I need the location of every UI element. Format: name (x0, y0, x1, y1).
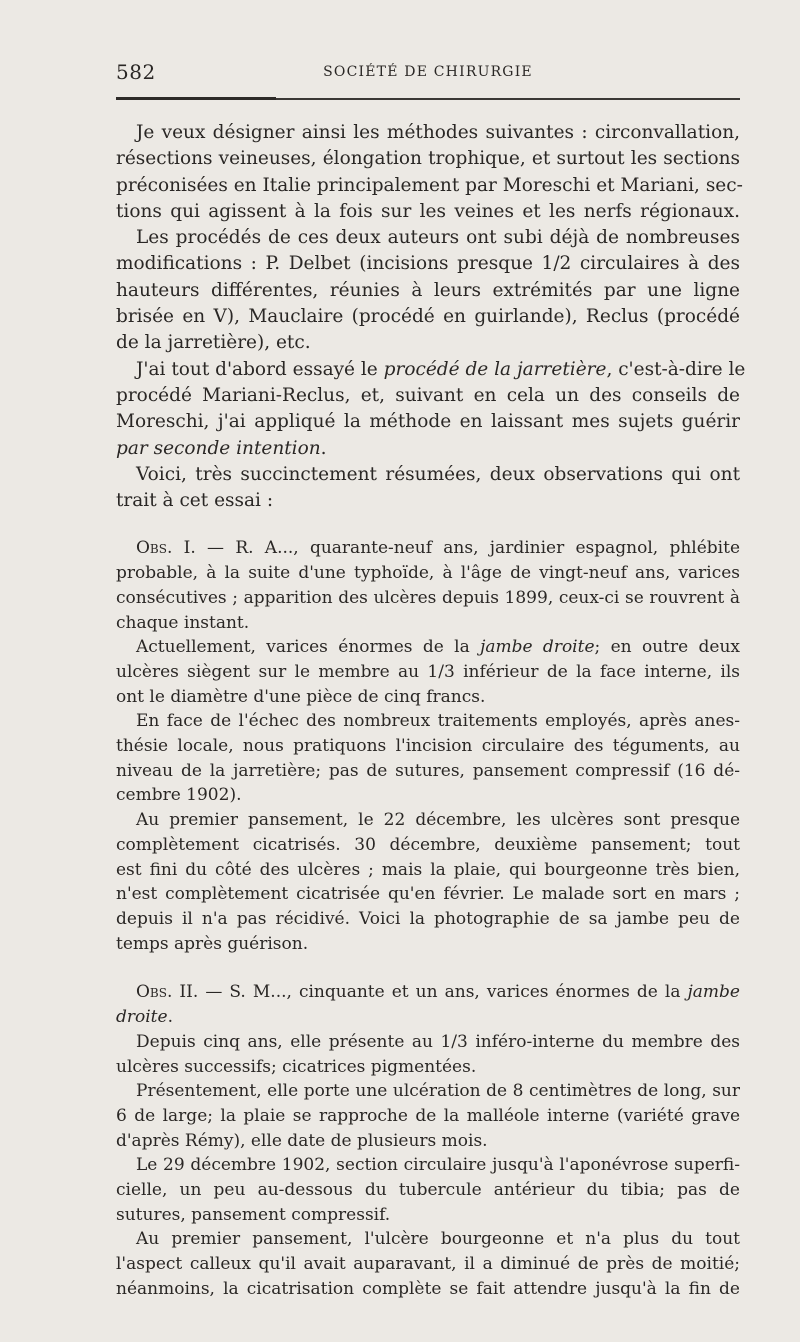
paragraph (116, 1079, 740, 1153)
text-line: Voici, très succinctement résumées, deux observations qui ont (136, 463, 740, 485)
text-run: J'ai tout d'abord essayé le (136, 358, 384, 380)
running-title: SOCIÉTÉ DE CHIRURGIE (323, 64, 533, 80)
paragraph (116, 1153, 740, 1227)
text-line: tions qui agissent à la fois sur les veines et les nerfs régionaux. (116, 200, 740, 222)
text-line: est fini du côté des ulcères ; mais la plaie, qui bourgeonne très bien, (116, 859, 740, 880)
text-line: Les procédés de ces deux auteurs ont subi déjà de nombreuses (136, 227, 740, 249)
text-line: l'aspect calleux qu'il avait auparavant, il a diminué de près de moitié; (116, 1254, 740, 1275)
text-line: consécutives ; apparition des ulcères depuis 1899, ceux-ci se rouvrent à (116, 587, 740, 608)
text-line: ulcères siègent sur le membre au 1/3 inférieur de la face interne, ils (116, 661, 740, 682)
italic-text: droite (116, 1007, 168, 1028)
text-line: d'après Rémy), elle date de plusieurs mois. (116, 1130, 488, 1151)
observation-2 (116, 980, 740, 1301)
text-run: . (167, 1007, 173, 1028)
header-rule (116, 98, 740, 100)
text-line: n'est complètement cicatrisée qu'en février. Le malade sort en mars ; (116, 884, 740, 905)
text-line: En face de l'échec des nombreux traitements employés, après anes- (136, 711, 740, 732)
paragraph (116, 709, 740, 808)
italic-text: jambe droite (480, 637, 595, 658)
body-text (116, 120, 746, 1302)
observation-label: Obs. II. (136, 982, 199, 1003)
text-line: depuis il n'a pas récidivé. Voici la photographie de sa jambe peu de (116, 909, 740, 929)
text-line (116, 536, 740, 561)
text-line: sutures, pansement compressif. (116, 1204, 391, 1225)
text-line: néanmoins, la cicatrisation complète se fait attendre jusqu'à la fin de (116, 1278, 740, 1299)
text-line: brisée en V), Mauclaire (procédé en guirlande), Reclus (procédé (116, 306, 740, 328)
text-line (116, 980, 740, 1005)
text-line: temps après guérison. (116, 933, 309, 954)
text-run: Actuellement, varices énormes de la (136, 637, 481, 658)
text-line: 6 de large; la plaie se rapproche de la malléole interne (variété grave (116, 1105, 740, 1126)
paragraph (116, 1030, 740, 1079)
text-line: Moreschi, j'ai appliqué la méthode en laissant mes sujets guérir (116, 411, 740, 433)
observation-1 (116, 536, 740, 956)
text-line (116, 1005, 740, 1030)
text-run: . (320, 437, 327, 459)
text-line: Le 29 décembre 1902, section circulaire jusqu'à l'aponévrose superfi- (136, 1155, 740, 1176)
text-line: hauteurs différentes, réunies à leurs extrémités par une ligne (116, 279, 740, 301)
text-line: probable, à la suite d'une typhoïde, à l'âge de vingt-neuf ans, varices (116, 563, 740, 584)
text-run: , c'est-à-dire le (606, 358, 746, 380)
text-run: ; en outre deux (594, 637, 740, 658)
text-line: Au premier pansement, le 22 décembre, les ulcères sont presque (136, 810, 740, 831)
paragraph (116, 225, 740, 356)
text-line: ulcères successifs; cicatrices pigmentées. (116, 1056, 477, 1077)
text-run: — S. M..., cinquante et un ans, varices énormes de la (198, 982, 688, 1003)
text-line: résections veineuses, élongation trophique, et surtout les sections (116, 148, 740, 170)
text-line: de la jarretière), etc. (116, 332, 311, 354)
text-line: modifications : P. Delbet (incisions presque 1/2 circulaires à des (116, 253, 740, 275)
text-line: thésie locale, nous pratiquons l'incision circulaire des téguments, au (116, 736, 740, 757)
paragraph (116, 462, 740, 515)
page-number: 582 (116, 60, 156, 84)
text-line: Présentement, elle porte une ulcération de 8 centimètres de long, sur (136, 1081, 740, 1102)
paragraph (116, 980, 740, 1029)
italic-text: procédé de la jarretière (383, 358, 607, 380)
text-line: niveau de la jarretière; pas de sutures, pansement compressif (16 dé- (116, 760, 740, 781)
italic-text: jambe (687, 982, 740, 1003)
italic-text: par seconde intention (116, 437, 321, 459)
paragraph (116, 120, 743, 225)
text-line: Depuis cinq ans, elle présente au 1/3 inféro-interne du membre des (136, 1031, 740, 1052)
page-header (116, 60, 740, 84)
text-line: préconisées en Italie principalement par Moreschi et Mariani, sec- (116, 174, 743, 196)
paragraph (116, 635, 740, 709)
text-line: cembre 1902). (116, 785, 242, 806)
text-line: procédé Mariani-Reclus, et, suivant en cela un des conseils de (116, 384, 740, 406)
text-line: Je veux désigner ainsi les méthodes suivantes : circonvallation, (136, 122, 740, 143)
text-line: chaque instant. (116, 612, 250, 633)
text-line: ont le diamètre d'une pièce de cinq francs. (116, 686, 486, 707)
paragraph (116, 1227, 740, 1301)
text-line: trait à cet essai : (116, 490, 274, 512)
text-run: — R. A..., quarante-neuf ans, jardinier espagnol, phlébite (195, 538, 741, 559)
paragraph (116, 536, 740, 635)
text-line: complètement cicatrisés. 30 décembre, deuxième pansement; tout (116, 834, 740, 855)
paragraph (116, 357, 746, 462)
text-line (116, 635, 740, 660)
text-line (116, 436, 740, 462)
observation-label: Obs. I. (136, 538, 196, 559)
text-line: cielle, un peu au-dessous du tubercule antérieur du tibia; pas de (116, 1180, 740, 1201)
text-line (116, 357, 746, 383)
text-line: Au premier pansement, l'ulcère bourgeonne et n'a plus du tout (136, 1229, 740, 1250)
paragraph (116, 808, 740, 956)
